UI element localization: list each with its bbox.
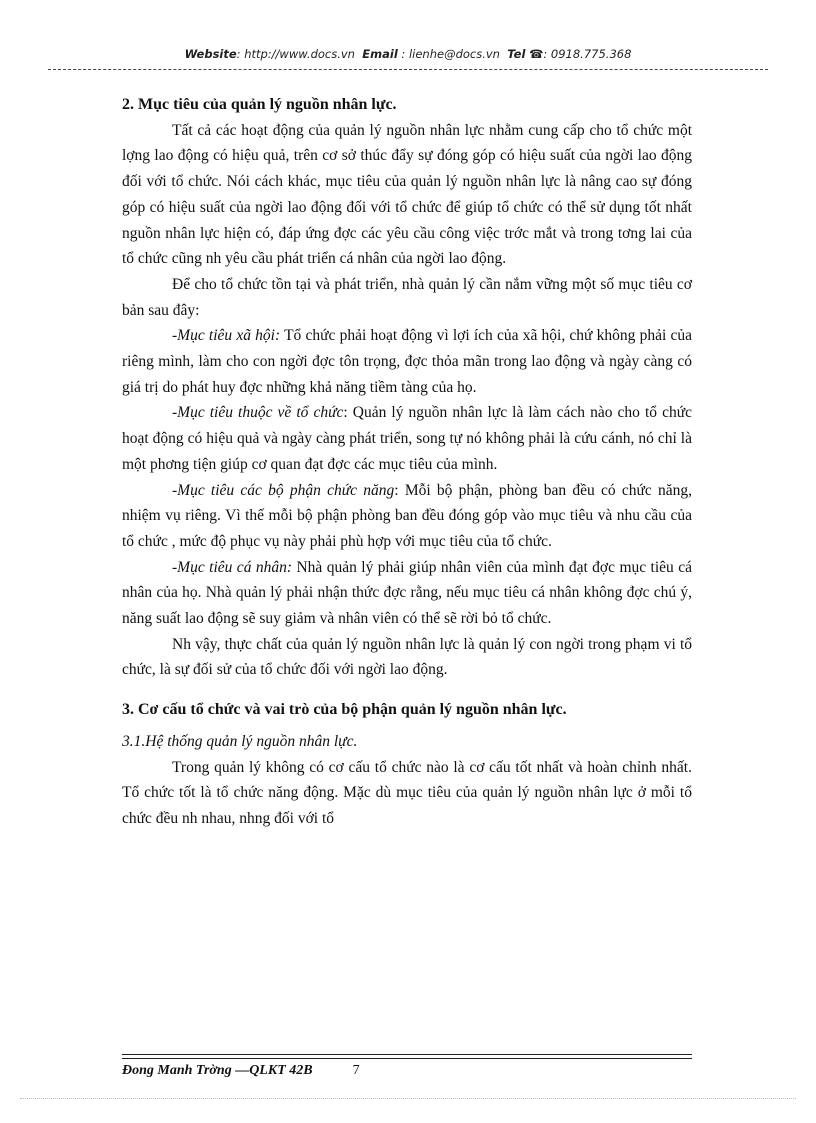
section-2-heading: 2. Mục tiêu của quản lý nguồn nhân lực.	[122, 96, 397, 113]
footer-divider	[122, 1054, 692, 1062]
page-number: 7	[352, 1063, 360, 1078]
tel-value: : 0918.775.368	[543, 47, 632, 61]
footer-author: Đong Manh Trờng —QLKT 42B	[122, 1063, 313, 1078]
goal-social	[122, 323, 692, 400]
goal-label: -Mục tiêu thuộc về tổ chức	[172, 404, 344, 422]
phone-icon: ☎	[529, 47, 544, 61]
goal-text: : Mỗi bộ phận, phòng ban đều có chức năng, nhiệm vụ riêng. Vì thế mỗi bộ phận phòng ban đều đóng góp vào mục tiêu và nhu cầu của tổ chức , mức độ phục vụ này phải phù hợp với mục tiêu của tổ chức.	[122, 481, 693, 550]
goal-organization	[122, 400, 692, 477]
goal-label: -Mục tiêu xã hội:	[172, 327, 281, 345]
paragraph: Tất cả các hoạt động của quản lý nguồn nhân lực nhằm cung cấp cho tổ chức một lợng lao động có hiệu quả, trên cơ sở thúc đẩy sự đóng góp có hiệu suất của ngời lao động đối với tổ chức. Nói cách khác, mục tiêu của quản lý nguồn nhân lực là nâng cao sự đóng góp có hiệu suất của ngời lao động đối với tổ chức để giúp tổ chức có thể sử dụng tốt nhất nguồn nhân lực hiện có, đáp ứng đợc các yêu cầu công việc trớc mắt và trong tơng lai của tổ chức cũng nh yêu cầu phát triển cá nhân của ngời lao động.	[122, 121, 692, 268]
goal-label: -Mục tiêu cá nhân:	[172, 558, 293, 576]
website-value: : http://www.docs.vn	[236, 47, 355, 61]
paragraph: Nh vậy, thực chất của quản lý nguồn nhân lực là quản lý con ngời trong phạm vi tổ chức, là sự đối sử của tổ chức đối với ngời lao động.	[122, 635, 692, 679]
page-footer	[122, 1063, 360, 1079]
paragraph: Để cho tổ chức tồn tại và phát triển, nhà quản lý cần nắm vững một số mục tiêu cơ bản sau đây:	[122, 275, 692, 319]
email-label: Email	[362, 47, 398, 61]
page-edge-divider	[20, 1098, 796, 1099]
tel-label: Tel	[507, 47, 526, 61]
goal-label: -Mục tiêu các bộ phận chức năng	[172, 481, 395, 499]
email-value: : lienhe@docs.vn	[401, 47, 500, 61]
page-header	[0, 47, 816, 61]
goal-text: Tổ chức phải hoạt động vì lợi ích của xã hội, chứ không phải của riêng mình, làm cho con ngời đợc tôn trọng, đợc thỏa mãn trong lao động và ngày càng có giá trị do phát huy đợc những khả năng tiềm tàng của họ.	[122, 327, 692, 396]
website-label: Website	[184, 47, 237, 61]
goal-text: Nhà quản lý phải giúp nhân viên của mình đạt đợc mục tiêu cá nhân của họ. Nhà quản lý phải nhận thức đợc rằng, nếu mục tiêu cá nhân không đợc chú ý, năng suất lao động sẽ suy giảm và nhân viên có thể sẽ rời bỏ tổ chức.	[122, 558, 692, 628]
goal-departments	[122, 478, 692, 555]
goal-personal	[122, 555, 692, 632]
paragraph: Trong quản lý không có cơ cấu tổ chức nào là cơ cấu tốt nhất và hoàn chỉnh nhất. Tổ chức tốt là tổ chức năng động. Mặc dù mục tiêu của quản lý nguồn nhân lực ở mỗi tổ chức đều nh nhau, nhng đối với tổ	[122, 758, 692, 827]
goal-text: : Quản lý nguồn nhân lực là làm cách nào cho tổ chức hoạt động có hiệu quả và ngày càng phát triển, song tự nó không phải là cứu cánh, nó chỉ là một phơng tiện giúp cơ quan đạt đợc các mục tiêu của mình.	[122, 404, 692, 473]
header-divider	[48, 69, 768, 70]
document-body	[122, 92, 692, 832]
subsection-heading: 3.1.Hệ thống quản lý nguồn nhân lực.	[122, 732, 358, 750]
section-3-heading: 3. Cơ cấu tổ chức và vai trò của bộ phận quản lý nguồn nhân lực.	[122, 701, 567, 719]
